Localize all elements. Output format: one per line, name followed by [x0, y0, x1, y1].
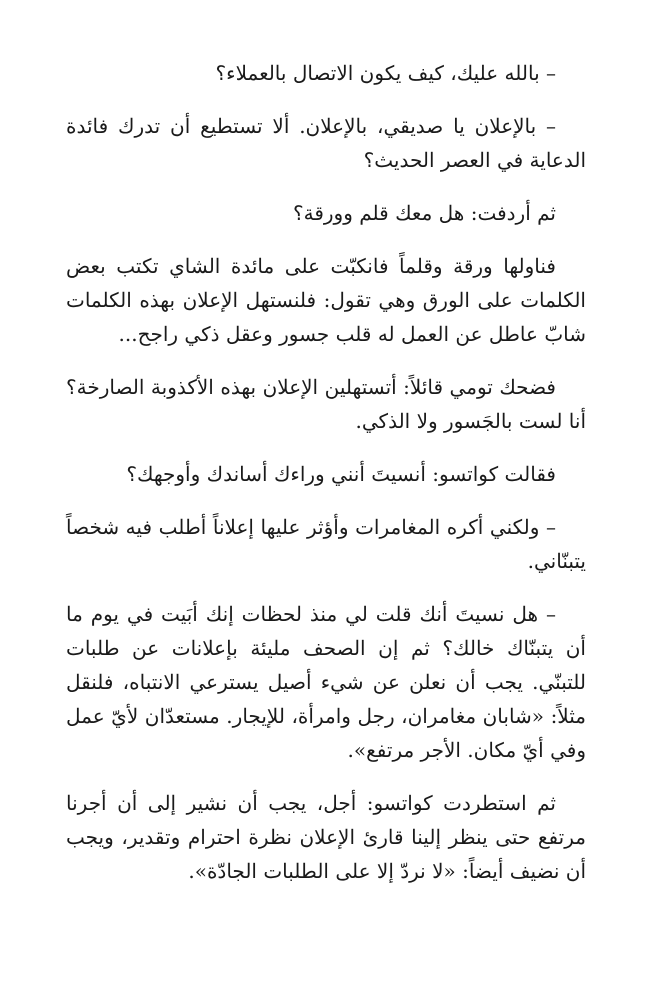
- book-page: [66, 56, 586, 907]
- paragraph-7: – ولكني أكره المغامرات وأؤثر عليها إعلاناً أطلب فيه شخصاً يتبنّاني.: [66, 515, 586, 573]
- paragraph-9: ثم استطردت كواتسو: أجل، يجب أن نشير إلى أن أجرنا مرتفع حتى ينظر إلينا قارئ الإعلان نظرة احترام وتقدير، ويجب أن نضيف أيضاً: «لا نردّ إلا على الطلبات الجادّة».: [66, 791, 586, 883]
- paragraph-8: – هل نسيتَ أنك قلت لي منذ لحظات إنك أبَيت في يوم ما أن يتبنّاك خالك؟ ثم إن الصحف مليئة بإعلانات عن طلبات للتبنّي. يجب أن نعلن عن شيء أصيل يسترعي الانتباه، فلنقل مثلاً: «شابان مغامران، رجل وامرأة، للإيجار. مستعدّان لأيّ عمل وفي أيّ مكان. الأجر مرتفع».: [66, 602, 586, 762]
- paragraph-3: ثم أردفت: هل معك قلم وورقة؟: [293, 201, 556, 225]
- paragraph-6: فقالت كواتسو: أنسيتَ أنني وراءك أساندك وأوجهك؟: [126, 462, 556, 486]
- paragraph-1: – بالله عليك، كيف يكون الاتصال بالعملاء؟: [215, 61, 556, 85]
- paragraph-5: فضحك تومي قائلاً: أتستهلين الإعلان بهذه الأكذوبة الصارخة؟ أنا لست بالجَسور ولا الذكي.: [66, 375, 586, 433]
- paragraph-2: – بالإعلان يا صديقي، بالإعلان. ألا تستطيع أن تدرك فائدة الدعاية في العصر الحديث؟: [66, 114, 586, 172]
- paragraph-4: فناولها ورقة وقلماً فانكبّت على مائدة الشاي تكتب بعض الكلمات على الورق وهي تقول: فلنستهل الإعلان بهذه الكلمات شابّ عاطل عن العمل له قلب جسور وعقل ذكي راجح...: [66, 254, 586, 346]
